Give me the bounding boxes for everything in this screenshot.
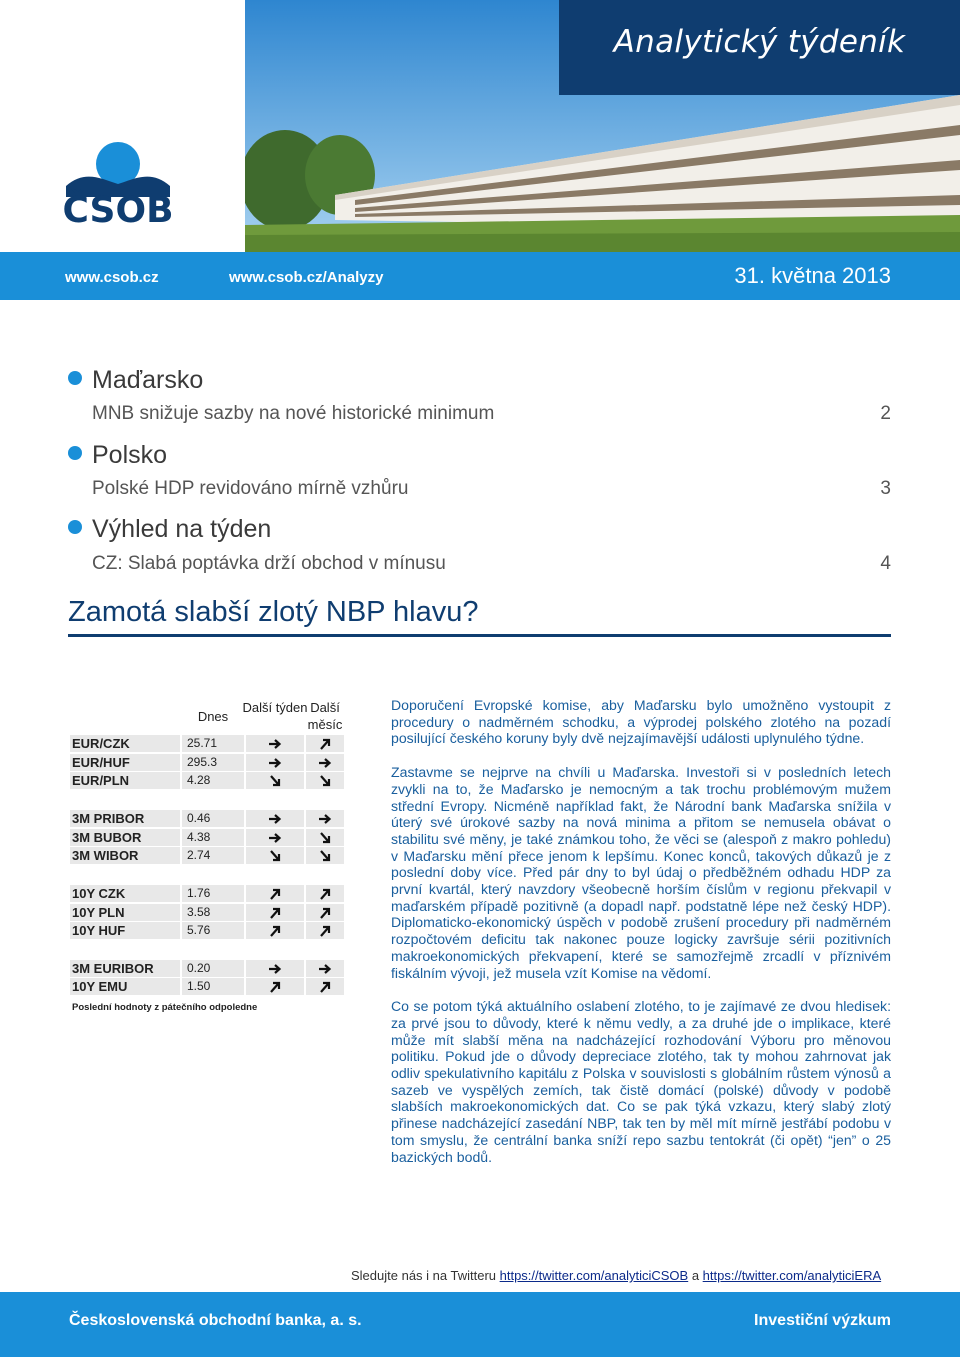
arrow-up-right-icon (246, 885, 304, 902)
analyzy-link[interactable]: www.csob.cz/Analyzy (229, 269, 384, 286)
twitter-line (351, 1268, 881, 1283)
toc-page-number: 2 (880, 403, 891, 424)
table-row (70, 735, 344, 752)
table-note: Poslední hodnoty z pátečního odpoledne (72, 1002, 258, 1013)
bullet-icon (68, 371, 82, 385)
table-row (70, 978, 344, 995)
arrow-right-icon (246, 960, 304, 977)
arrow-down-right-icon (246, 847, 304, 864)
arrow-up-right-icon (306, 885, 344, 902)
instrument-value: 295.3 (182, 754, 244, 771)
arrow-down-right-icon (306, 772, 344, 789)
toc-subtitle: CZ: Slabá poptávka drží obchod v mínusu (92, 553, 446, 574)
instrument-value: 25.71 (182, 735, 244, 752)
table-row (70, 885, 344, 902)
arrow-up-right-icon (246, 978, 304, 995)
instrument-value: 3.58 (182, 904, 244, 921)
arrow-right-icon (246, 810, 304, 827)
table-row (70, 810, 344, 827)
link-bar (0, 252, 960, 300)
bullet-icon (68, 446, 82, 460)
arrow-right-icon (306, 810, 344, 827)
table-row (70, 829, 344, 846)
twitter-middle: a (688, 1268, 703, 1283)
instrument-name: EUR/PLN (70, 772, 180, 789)
toc-page-number: 4 (880, 553, 891, 574)
toc-heading[interactable]: Výhled na týden (68, 515, 271, 544)
article-paragraph: Doporučení Evropské komise, aby Maďarsku bylo umožněno vystoupit z procedury o nadměrném schodku, a výprodej polského zlotého na pozadí posilující českého koruny byly dvě nejzajímavější události uplynulého týdne. (391, 697, 891, 747)
instrument-name: 10Y EMU (70, 978, 180, 995)
instrument-name: 10Y HUF (70, 922, 180, 939)
headline-divider (68, 634, 891, 637)
instrument-name: EUR/CZK (70, 735, 180, 752)
arrow-up-right-icon (306, 904, 344, 921)
instrument-name: 10Y CZK (70, 885, 180, 902)
arrow-up-right-icon (246, 922, 304, 939)
instrument-value: 4.38 (182, 829, 244, 846)
website-link[interactable]: www.csob.cz (65, 269, 159, 286)
instrument-name: 3M WIBOR (70, 847, 180, 864)
issue-date: 31. května 2013 (734, 263, 891, 288)
instrument-name: EUR/HUF (70, 754, 180, 771)
arrow-up-right-icon (306, 978, 344, 995)
article-headline: Zamotá slabší zlotý NBP hlavu? (68, 596, 479, 628)
instrument-name: 3M EURIBOR (70, 960, 180, 977)
table-row (70, 847, 344, 864)
page-footer (0, 1292, 960, 1357)
article-body (391, 697, 891, 1182)
arrow-up-right-icon (306, 922, 344, 939)
col-header-month: Další měsíc (307, 700, 343, 732)
arrow-right-icon (306, 960, 344, 977)
csob-logo (0, 0, 245, 252)
article-paragraph: Co se potom týká aktuálního oslabení zlotého, to je zajímavé ze dvou hledisek: za prvé jsou to důvody, které k němu vedly, a za druhé jde o implikace, které může mít slabší měna na nadcházející rozhodování Výboru pro měnovou politiku. Pokud jde o důvody depreciace zlotého, tak ty mohou zahrnovat jak odliv spekulativního kapitálu z Polska v souvislosti s globálním růstem výnosů a sazeb ve vyspělých zemích, tak čistě domácí (polské) důvody v podobě slabších makroekonomických dat. Co se pak týká vzkazu, který slabý zlotý přinese nadcházející zasedání NBP, tak ten by měl mít mírně jestřábí podobu v tom smyslu, že centrální banka sníží repo sazbu tentokrát (či opět) “jen” o 25 bazických bodů. (391, 998, 891, 1165)
arrow-down-right-icon (306, 829, 344, 846)
instrument-name: 3M PRIBOR (70, 810, 180, 827)
article-paragraph: Zastavme se nejprve na chvíli u Maďarska. Investoři si v posledních letech zvykli na to, že Maďarsko je nemocným a tak trochu problémovým mužem střední Evropy. Nicméně například fakt, že Národní bank Maďarska snížila v úterý své úrokové sazby na nová minima a přitom se nemusela obávat o stabilitu své měny, je také známkou toho, že věci se (alespoň z makro pohledu) v Maďarsku mění přece jenom k lepšímu. Konec konců, takových důkazů je z poslední doby více. Před pár dny to byl údaj o předběžném odhadu HDP za první kvartál, který navzdory všeobecně horším číslům v regionu překvapil v maďarském případě pozitivně (a dopadl např. podstatně lépe než český HDP). Diplomaticko-ekonomický úspěch v podobě zrušení procedury při nadměrném rozpočtovém deficitu tak nakonec pouze logicky završuje sérii pozitivních makroekonomických překvapení, které se samozřejmě zrcadlí v příznivém fiskálním vývoji, jež musela vzít Komise na vědomí. (391, 764, 891, 981)
instrument-name: 10Y PLN (70, 904, 180, 921)
logo-wordmark: ČSOB (62, 190, 174, 231)
footer-bank-name: Československá obchodní banka, a. s. (69, 1312, 362, 1329)
instrument-value: 5.76 (182, 922, 244, 939)
arrow-right-icon (306, 754, 344, 771)
arrow-right-icon (246, 735, 304, 752)
twitter-prefix: Sledujte nás i na Twitteru (351, 1268, 500, 1283)
instrument-value: 1.76 (182, 885, 244, 902)
arrow-down-right-icon (246, 772, 304, 789)
logo-panel (0, 0, 245, 252)
instrument-value: 0.46 (182, 810, 244, 827)
arrow-up-right-icon (246, 904, 304, 921)
instrument-value: 0.20 (182, 960, 244, 977)
toc-heading[interactable]: Polsko (68, 441, 167, 470)
twitter-link-era[interactable]: https://twitter.com/analyticiERA (702, 1268, 882, 1283)
instrument-value: 2.74 (182, 847, 244, 864)
table-row (70, 772, 344, 789)
toc-heading[interactable]: Maďarsko (68, 366, 203, 395)
arrow-up-right-icon (306, 735, 344, 752)
instrument-value: 4.28 (182, 772, 244, 789)
table-row (70, 922, 344, 939)
publication-title-box (559, 0, 960, 95)
col-header-today: Dnes (197, 709, 229, 724)
twitter-link-csob[interactable]: https://twitter.com/analyticiCSOB (499, 1268, 689, 1283)
toc-subtitle: Polské HDP revidováno mírně vzhůru (92, 478, 409, 499)
publication-title: Analytický týdeník (613, 24, 906, 60)
footer-department: Investiční výzkum (754, 1312, 891, 1329)
instrument-value: 1.50 (182, 978, 244, 995)
arrow-down-right-icon (306, 847, 344, 864)
arrow-right-icon (246, 829, 304, 846)
col-header-week: Další týden (242, 700, 308, 715)
instrument-name: 3M BUBOR (70, 829, 180, 846)
toc-subtitle: MNB snižuje sazby na nové historické minimum (92, 403, 495, 424)
arrow-right-icon (246, 754, 304, 771)
table-row (70, 960, 344, 977)
table-row (70, 904, 344, 921)
toc-page-number: 3 (880, 478, 891, 499)
table-row (70, 754, 344, 771)
bullet-icon (68, 520, 82, 534)
page-header (0, 0, 960, 300)
